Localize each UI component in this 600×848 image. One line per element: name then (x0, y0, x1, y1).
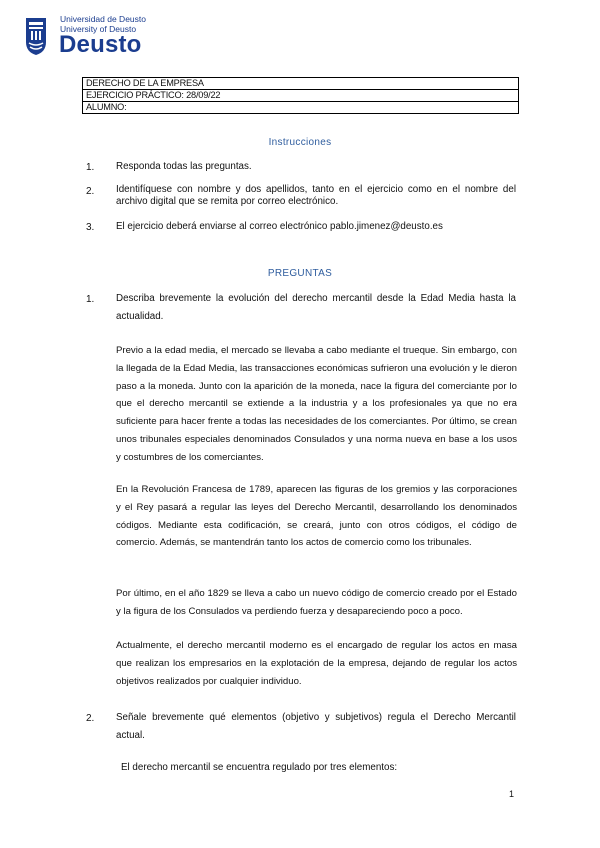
instructions-title: Instrucciones (268, 137, 332, 148)
university-crest-icon (24, 16, 48, 56)
student-cell: ALUMNO: (83, 102, 519, 114)
instruction-number: 2. (86, 186, 95, 197)
university-name-es: Universidad de Deusto (60, 14, 146, 24)
answer-paragraph: Por último, en el año 1829 se lleva a cabo un nuevo código de comercio creado por el Estado y la figura de los Consulados va perdiendo fuerza y desapareciendo poco a poco. (116, 588, 517, 617)
question-number: 2. (86, 713, 95, 724)
answer-paragraph: Previo a la edad media, el mercado se llevaba a cabo mediante el trueque. Sin embargo, con la llegada de la Edad Media, las transacciones económicas sufrieron una evolución y le dieron paso a la moneda. Junto con la aparición de la moneda, nace la figura del comerciante por lo que el derecho mercantil se extiende a la industria y a los profesionales ya que no era suficiente para hacer frente a todas las necesidades de los comerciantes. Por último, se crean unos tribunales especiales denominados Consulados y una norma nueva en base a los usos y costumbres de los comerciantes. (116, 345, 517, 463)
page-number: 1 (509, 789, 515, 799)
questions-title: PREGUNTAS (267, 268, 333, 279)
question-text: Describa brevemente la evolución del derecho mercantil desde la Edad Media hasta la actualidad. (116, 293, 516, 322)
answer-paragraph: En la Revolución Francesa de 1789, aparecen las figuras de los gremios y las corporaciones y el Rey pasará a regular las leyes del Derecho Mercantil, desarrollando los denominados códigos. Mediante esta codificación, se creará, junto con otros códigos, el código de comercio. Además, se mantendrán tanto los actos de comercio como los tribunales. (116, 484, 517, 549)
answer-intro: El derecho mercantil se encuentra regulado por tres elementos: (121, 762, 398, 773)
subject-cell: DERECHO DE LA EMPRESA (83, 78, 519, 90)
instruction-text: Responda todas las preguntas. (116, 161, 252, 172)
question-text: Señale brevemente qué elementos (objetivo y subjetivos) regula el Derecho Mercantil actual. (116, 712, 516, 741)
header-row-subject (83, 78, 519, 90)
instruction-text: Identifíquese con nombre y dos apellidos, tanto en el ejercicio como en el nombre del archivo digital que se remita por correo electrónico. (116, 184, 516, 207)
university-name-en: University of Deusto (60, 23, 137, 34)
exam-header-table (82, 77, 519, 114)
header-row-exercise (83, 90, 519, 102)
header-row-student (83, 102, 519, 114)
university-logo (24, 12, 174, 58)
instruction-number: 1. (86, 162, 95, 173)
answer-paragraph: Actualmente, el derecho mercantil moderno es el encargado de regular los actos en masa que realizan los empresarios en la explotación de la empresa, dejando de regular los actos objetivos realizados por cualquier individuo. (116, 640, 517, 687)
logo-wordmark: Deusto (59, 31, 142, 58)
instruction-text: El ejercicio deberá enviarse al correo electrónico pablo.jimenez@deusto.es (116, 221, 443, 232)
instruction-number: 3. (86, 222, 95, 233)
exercise-cell: EJERCICIO PRÁCTICO: 28/09/22 (83, 90, 519, 102)
question-number: 1. (86, 294, 95, 305)
